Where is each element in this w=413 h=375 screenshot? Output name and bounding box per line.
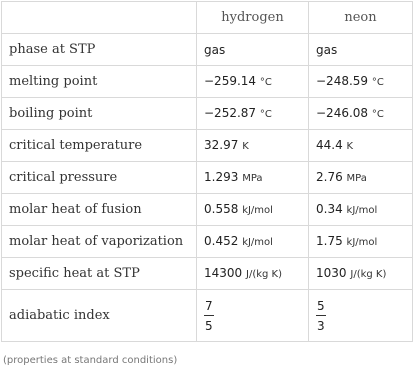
value-unit: °C bbox=[371, 76, 384, 88]
value-number: 1030 bbox=[316, 265, 347, 280]
hydrogen-value bbox=[197, 226, 309, 258]
table-row bbox=[2, 98, 413, 130]
row-label: molar heat of fusion bbox=[2, 194, 197, 226]
fraction-denominator: 5 bbox=[205, 318, 213, 333]
value-unit: °C bbox=[259, 76, 272, 88]
value-number: 0.558 bbox=[204, 201, 239, 216]
value-unit: K bbox=[346, 140, 354, 152]
neon-value bbox=[309, 130, 413, 162]
value-number: −259.14 bbox=[204, 73, 257, 88]
value-number: −252.87 bbox=[204, 105, 257, 120]
row-label: melting point bbox=[2, 66, 197, 98]
value-number: −246.08 bbox=[316, 105, 369, 120]
value-number: gas bbox=[316, 42, 338, 57]
neon-value bbox=[309, 194, 413, 226]
value-number: 2.76 bbox=[316, 169, 343, 184]
row-label: molar heat of vaporization bbox=[2, 226, 197, 258]
table-row bbox=[2, 226, 413, 258]
neon-value bbox=[309, 66, 413, 98]
value-unit: MPa bbox=[346, 172, 367, 184]
row-label: critical temperature bbox=[2, 130, 197, 162]
hydrogen-value bbox=[197, 290, 309, 342]
table-row bbox=[2, 130, 413, 162]
neon-value bbox=[309, 98, 413, 130]
value-number: 0.452 bbox=[204, 233, 239, 248]
hydrogen-value bbox=[197, 34, 309, 66]
value-number: 44.4 bbox=[316, 137, 343, 152]
row-label: phase at STP bbox=[2, 34, 197, 66]
row-label: critical pressure bbox=[2, 162, 197, 194]
table-row bbox=[2, 258, 413, 290]
table-row bbox=[2, 66, 413, 98]
hydrogen-value bbox=[197, 130, 309, 162]
hydrogen-value bbox=[197, 98, 309, 130]
fraction-numerator: 7 bbox=[204, 299, 214, 316]
footnote: (properties at standard conditions) bbox=[3, 355, 178, 366]
value-number: −248.59 bbox=[316, 73, 369, 88]
neon-value bbox=[309, 290, 413, 342]
neon-value bbox=[309, 226, 413, 258]
neon-value bbox=[309, 258, 413, 290]
column-header-neon: neon bbox=[309, 2, 413, 34]
value-number: 0.34 bbox=[316, 201, 343, 216]
value-number: 1.75 bbox=[316, 233, 343, 248]
properties-table bbox=[1, 1, 413, 342]
hydrogen-value bbox=[197, 194, 309, 226]
table-row bbox=[2, 162, 413, 194]
value-unit: kJ/mol bbox=[346, 236, 378, 248]
neon-value bbox=[309, 34, 413, 66]
hydrogen-value bbox=[197, 162, 309, 194]
fraction bbox=[316, 299, 326, 333]
value-unit: °C bbox=[259, 108, 272, 120]
value-number: 14300 bbox=[204, 265, 243, 280]
value-unit: kJ/mol bbox=[242, 204, 273, 216]
value-unit: °C bbox=[371, 108, 384, 120]
row-label: adiabatic index bbox=[2, 290, 197, 342]
value-number: 32.97 bbox=[204, 137, 239, 152]
value-unit: J/(kg K) bbox=[246, 268, 283, 280]
value-unit: kJ/mol bbox=[242, 236, 273, 248]
fraction-denominator: 3 bbox=[317, 318, 325, 333]
table-row bbox=[2, 290, 413, 342]
column-header-hydrogen: hydrogen bbox=[197, 2, 309, 34]
value-unit: K bbox=[242, 140, 249, 152]
value-unit: J/(kg K) bbox=[350, 268, 387, 280]
header-row bbox=[2, 2, 413, 34]
fraction bbox=[204, 299, 214, 333]
fraction-numerator: 5 bbox=[316, 299, 326, 316]
row-label: specific heat at STP bbox=[2, 258, 197, 290]
value-unit: kJ/mol bbox=[346, 204, 378, 216]
header-empty-cell bbox=[2, 2, 197, 34]
row-label: boiling point bbox=[2, 98, 197, 130]
hydrogen-value bbox=[197, 258, 309, 290]
value-number: 1.293 bbox=[204, 169, 239, 184]
table-row bbox=[2, 34, 413, 66]
value-unit: MPa bbox=[242, 172, 263, 184]
value-number: gas bbox=[204, 42, 226, 57]
table-row bbox=[2, 194, 413, 226]
neon-value bbox=[309, 162, 413, 194]
hydrogen-value bbox=[197, 66, 309, 98]
